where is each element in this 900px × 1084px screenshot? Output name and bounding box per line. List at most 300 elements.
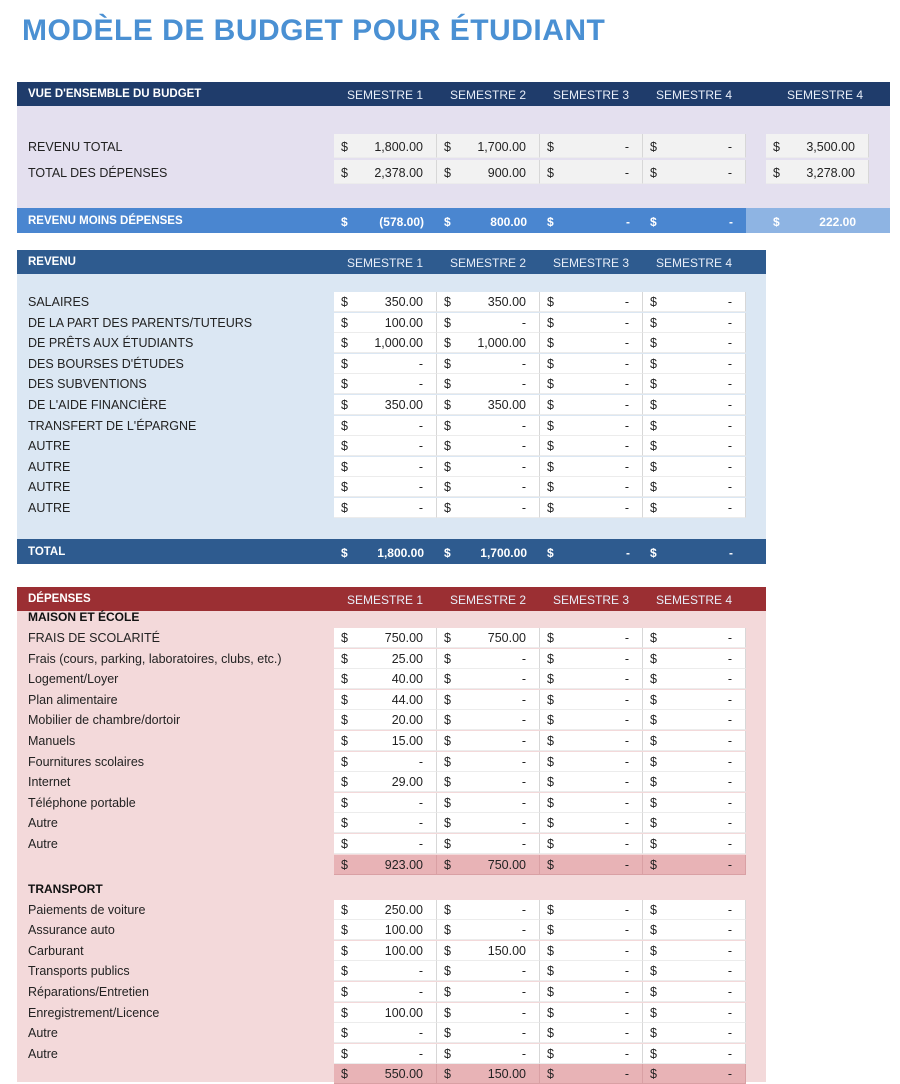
cell-value: - <box>418 816 423 831</box>
cell-value: - <box>727 418 732 433</box>
subtotal-semester-1[interactable] <box>334 855 437 875</box>
semester-1-cell[interactable] <box>334 134 437 158</box>
currency-symbol: $ <box>341 480 348 495</box>
row-label: DE LA PART DES PARENTS/TUTEURS <box>28 315 253 330</box>
semester-1-cell[interactable] <box>334 333 437 353</box>
semester-4-cell[interactable] <box>643 752 746 772</box>
currency-symbol: $ <box>547 923 554 938</box>
currency-symbol: $ <box>444 336 451 351</box>
cell-value: - <box>418 418 423 433</box>
semester-2-cell[interactable] <box>437 669 540 689</box>
semester-2-cell[interactable] <box>437 628 540 648</box>
subtotal-semester-2[interactable] <box>437 1064 540 1084</box>
band-value: - <box>729 546 733 560</box>
semester-2-cell[interactable] <box>437 900 540 920</box>
cell-value: - <box>624 480 629 495</box>
currency-symbol: $ <box>650 651 657 666</box>
cell-value: - <box>727 631 732 645</box>
cell-value: 750.00 <box>384 631 423 645</box>
semester-4-cell[interactable] <box>643 813 746 833</box>
cell-value: - <box>418 985 423 999</box>
cell-value: - <box>624 439 629 454</box>
currency-symbol: $ <box>341 985 348 999</box>
income-row <box>17 374 766 394</box>
cell-value: 3,500.00 <box>806 140 855 154</box>
cell-value: - <box>624 1026 629 1041</box>
semester-2-cell[interactable] <box>437 772 540 792</box>
cell-value: - <box>727 1046 732 1061</box>
income-total-band-label: TOTAL <box>28 546 66 558</box>
semester-2-cell[interactable] <box>437 752 540 772</box>
band-value: - <box>626 215 630 229</box>
semester-1-cell[interactable] <box>334 710 437 730</box>
cell-value: - <box>727 734 732 748</box>
subtotal-semester-3[interactable] <box>540 1064 643 1084</box>
cell-value: 750.00 <box>487 631 526 645</box>
semester-3-cell[interactable] <box>540 457 643 477</box>
semester-3-cell[interactable] <box>540 690 643 710</box>
cell-value: - <box>521 923 526 938</box>
currency-symbol: $ <box>341 215 348 229</box>
semester-4-cell[interactable] <box>643 690 746 710</box>
semester-1-cell[interactable] <box>334 1003 437 1023</box>
semester-3-cell[interactable] <box>540 292 643 312</box>
semester-4-cell[interactable] <box>643 900 746 920</box>
currency-symbol: $ <box>547 459 554 474</box>
cell-value: - <box>727 857 732 872</box>
semester-3-cell[interactable] <box>540 731 643 751</box>
semester-4-cell[interactable] <box>643 1023 746 1043</box>
semester-2-cell[interactable] <box>437 1003 540 1023</box>
currency-symbol: $ <box>650 546 657 560</box>
semester-2-cell[interactable] <box>437 395 540 415</box>
semester-1-cell[interactable] <box>334 628 437 648</box>
semester-1-cell[interactable] <box>334 436 437 456</box>
band-value: 1,700.00 <box>480 546 527 560</box>
income-row <box>17 477 766 497</box>
semester-2-cell[interactable] <box>437 649 540 669</box>
semester-2-cell[interactable] <box>437 333 540 353</box>
semester-1-cell[interactable] <box>334 354 437 374</box>
currency-symbol: $ <box>547 315 554 330</box>
expense-row <box>17 982 766 1002</box>
currency-symbol: $ <box>341 816 348 831</box>
semester-3-cell[interactable] <box>540 477 643 497</box>
semester-1-cell[interactable] <box>334 313 437 333</box>
semester-4-cell[interactable] <box>643 333 746 353</box>
income-row <box>17 354 766 374</box>
semester-3-cell[interactable] <box>540 395 643 415</box>
income-total-band <box>17 539 766 564</box>
cell-value: - <box>624 459 629 474</box>
row-label: Paiements de voiture <box>28 902 146 917</box>
semester-1-cell[interactable] <box>334 374 437 394</box>
cell-value: 150.00 <box>487 943 526 958</box>
semester-2-cell[interactable] <box>437 1044 540 1064</box>
semester-4-cell[interactable] <box>643 354 746 374</box>
semester-4-cell[interactable] <box>643 436 746 456</box>
currency-symbol: $ <box>444 480 451 495</box>
semester-2-cell[interactable] <box>437 457 540 477</box>
currency-symbol: $ <box>341 651 348 666</box>
cell-value: - <box>624 1005 629 1020</box>
semester-3-cell[interactable] <box>540 1003 643 1023</box>
currency-symbol: $ <box>547 215 554 229</box>
currency-symbol: $ <box>341 943 348 958</box>
semester-3-cell[interactable] <box>540 649 643 669</box>
semester-4-cell[interactable] <box>643 920 746 940</box>
income-row <box>17 498 766 518</box>
semester-1-cell[interactable] <box>334 1044 437 1064</box>
currency-symbol: $ <box>650 795 657 810</box>
semester-3-cell[interactable] <box>540 416 643 436</box>
semester-2-cell[interactable] <box>437 961 540 981</box>
currency-symbol: $ <box>444 215 451 229</box>
currency-symbol: $ <box>444 377 451 392</box>
semester-3-cell[interactable] <box>540 710 643 730</box>
semester-2-cell[interactable] <box>437 941 540 961</box>
semester-4-cell[interactable] <box>643 477 746 497</box>
semester-3-cell[interactable] <box>540 498 643 518</box>
semester-3-cell[interactable] <box>540 813 643 833</box>
semester-4-cell[interactable] <box>643 649 746 669</box>
currency-symbol: $ <box>444 459 451 474</box>
expenses-header <box>17 587 766 611</box>
currency-symbol: $ <box>341 295 348 309</box>
currency-symbol: $ <box>444 295 451 309</box>
row-label: TRANSFERT DE L'ÉPARGNE <box>28 418 197 433</box>
currency-symbol: $ <box>444 795 451 810</box>
semester-1-cell[interactable] <box>334 900 437 920</box>
semester-4-cell[interactable] <box>643 941 746 961</box>
currency-symbol: $ <box>341 631 348 645</box>
semester-3-cell[interactable] <box>540 669 643 689</box>
semester-1-cell[interactable] <box>334 920 437 940</box>
cell-value: - <box>727 837 732 851</box>
semester-3-cell[interactable] <box>540 752 643 772</box>
semester-4-cell[interactable] <box>643 834 746 854</box>
currency-symbol: $ <box>547 857 554 872</box>
cell-value: - <box>727 651 732 666</box>
semester-2-cell[interactable] <box>437 313 540 333</box>
row-label: DES BOURSES D'ÉTUDES <box>28 356 184 371</box>
currency-symbol: $ <box>444 672 451 687</box>
currency-symbol: $ <box>444 631 451 645</box>
semester-2-cell[interactable] <box>437 416 540 436</box>
currency-symbol: $ <box>547 1026 554 1041</box>
semester-2-cell[interactable] <box>437 920 540 940</box>
semester-4-cell[interactable] <box>643 313 746 333</box>
semester-3-cell[interactable] <box>540 961 643 981</box>
cell-value: - <box>727 1026 732 1041</box>
cell-value: - <box>624 795 629 810</box>
semester-4-cell[interactable] <box>643 982 746 1002</box>
overview-header-label: VUE D'ENSEMBLE DU BUDGET <box>28 88 202 100</box>
currency-symbol: $ <box>547 295 554 309</box>
cell-value: 44.00 <box>391 692 423 707</box>
semester-3-cell[interactable] <box>540 333 643 353</box>
semester-2-cell[interactable] <box>437 982 540 1002</box>
income-row <box>17 457 766 477</box>
cell-value: - <box>418 480 423 495</box>
net-total-band <box>746 208 890 233</box>
currency-symbol: $ <box>650 439 657 454</box>
semester-2-cell[interactable] <box>437 813 540 833</box>
semester-3-cell[interactable] <box>540 374 643 394</box>
row-label: DE PRÊTS AUX ÉTUDIANTS <box>28 336 194 351</box>
currency-symbol: $ <box>547 651 554 666</box>
semester-3-cell[interactable] <box>540 1023 643 1043</box>
cell-value: 350.00 <box>487 398 526 412</box>
semester-2-cell[interactable] <box>437 354 540 374</box>
semester-3-cell[interactable] <box>540 982 643 1002</box>
cell-value: - <box>624 501 629 515</box>
semester-1-cell[interactable] <box>334 669 437 689</box>
semester-2-cell[interactable] <box>437 834 540 854</box>
semester-1-cell[interactable] <box>334 941 437 961</box>
semester-4-cell[interactable] <box>643 1003 746 1023</box>
row-label: TOTAL DES DÉPENSES <box>28 166 168 180</box>
subtotal-semester-4[interactable] <box>643 1064 746 1084</box>
currency-symbol: $ <box>547 336 554 351</box>
income-row <box>17 436 766 456</box>
semester-1-cell[interactable] <box>334 395 437 415</box>
semester-2-cell[interactable] <box>437 436 540 456</box>
total-cell[interactable] <box>766 160 869 184</box>
cell-value: - <box>418 459 423 474</box>
semester-1-cell[interactable] <box>334 793 437 813</box>
income-total-band-semester-4 <box>643 539 746 564</box>
row-label: AUTRE <box>28 480 71 495</box>
currency-symbol: $ <box>650 501 657 515</box>
currency-symbol: $ <box>650 964 657 979</box>
semester-3-cell[interactable] <box>540 354 643 374</box>
semester-3-cell[interactable] <box>540 900 643 920</box>
currency-symbol: $ <box>547 1067 554 1082</box>
semester-2-cell[interactable] <box>437 498 540 518</box>
subtotal-semester-2[interactable] <box>437 855 540 875</box>
semester-1-cell[interactable] <box>334 772 437 792</box>
currency-symbol: $ <box>547 943 554 958</box>
currency-symbol: $ <box>341 501 348 515</box>
row-label: Autre <box>28 816 58 831</box>
expense-row <box>17 920 766 940</box>
semester-4-cell[interactable] <box>643 793 746 813</box>
semester-4-cell[interactable] <box>643 731 746 751</box>
semester-4-cell[interactable] <box>643 160 746 184</box>
currency-symbol: $ <box>341 1067 348 1082</box>
cell-value: - <box>727 964 732 979</box>
semester-2-cell[interactable] <box>437 374 540 394</box>
semester-2-cell[interactable] <box>437 477 540 497</box>
semester-2-cell[interactable] <box>437 292 540 312</box>
semester-2-cell[interactable] <box>437 134 540 158</box>
total-cell[interactable] <box>766 134 869 158</box>
currency-symbol: $ <box>547 140 554 154</box>
semester-1-cell[interactable] <box>334 1023 437 1043</box>
currency-symbol: $ <box>650 672 657 687</box>
income-total-band-semester-2 <box>437 539 540 564</box>
semester-1-cell[interactable] <box>334 982 437 1002</box>
cell-value: - <box>624 1046 629 1061</box>
row-label: FRAIS DE SCOLARITÉ <box>28 631 160 645</box>
expenses-header-semester-3: SEMESTRE 3 <box>552 593 630 607</box>
currency-symbol: $ <box>444 166 451 180</box>
semester-2-cell[interactable] <box>437 793 540 813</box>
overview-total-header: SEMESTRE 4 <box>786 88 864 102</box>
cell-value: - <box>727 480 732 495</box>
row-label: Autre <box>28 837 58 851</box>
cell-value: - <box>727 501 732 515</box>
expense-row <box>17 793 766 813</box>
semester-4-cell[interactable] <box>643 457 746 477</box>
semester-4-cell[interactable] <box>643 498 746 518</box>
currency-symbol: $ <box>650 140 657 154</box>
currency-symbol: $ <box>444 943 451 958</box>
semester-1-cell[interactable] <box>334 834 437 854</box>
cell-value: - <box>521 672 526 687</box>
currency-symbol: $ <box>650 943 657 958</box>
cell-value: - <box>727 398 732 412</box>
semester-2-cell[interactable] <box>437 160 540 184</box>
row-label: AUTRE <box>28 439 71 454</box>
semester-3-cell[interactable] <box>540 793 643 813</box>
income-header <box>17 250 766 274</box>
expense-row <box>17 1003 766 1023</box>
band-value: 800.00 <box>490 215 527 229</box>
semester-2-cell[interactable] <box>437 710 540 730</box>
semester-3-cell[interactable] <box>540 941 643 961</box>
expense-row <box>17 731 766 751</box>
cell-value: - <box>727 315 732 330</box>
semester-4-cell[interactable] <box>643 628 746 648</box>
expense-row <box>17 752 766 772</box>
currency-symbol: $ <box>341 336 348 351</box>
currency-symbol: $ <box>650 398 657 412</box>
income-header-label: REVENU <box>28 256 76 268</box>
expense-row <box>17 900 766 920</box>
semester-1-cell[interactable] <box>334 477 437 497</box>
currency-symbol: $ <box>444 546 451 560</box>
semester-3-cell[interactable] <box>540 628 643 648</box>
income-row <box>17 333 766 353</box>
overview-semester-3: SEMESTRE 3 <box>552 88 630 102</box>
currency-symbol: $ <box>341 1005 348 1020</box>
cell-value: - <box>727 1067 732 1082</box>
currency-symbol: $ <box>650 1026 657 1041</box>
semester-1-cell[interactable] <box>334 813 437 833</box>
semester-1-cell[interactable] <box>334 292 437 312</box>
cell-value: - <box>624 140 629 154</box>
overview-semester-2: SEMESTRE 2 <box>449 88 527 102</box>
row-label: Fournitures scolaires <box>28 754 145 769</box>
currency-symbol: $ <box>341 1026 348 1041</box>
semester-1-cell[interactable] <box>334 457 437 477</box>
semester-1-cell[interactable] <box>334 416 437 436</box>
currency-symbol: $ <box>341 795 348 810</box>
semester-4-cell[interactable] <box>643 710 746 730</box>
semester-4-cell[interactable] <box>643 416 746 436</box>
semester-3-cell[interactable] <box>540 160 643 184</box>
semester-3-cell[interactable] <box>540 134 643 158</box>
semester-3-cell[interactable] <box>540 772 643 792</box>
semester-1-cell[interactable] <box>334 752 437 772</box>
income-header-semester-4: SEMESTRE 4 <box>655 256 733 270</box>
semester-1-cell[interactable] <box>334 498 437 518</box>
currency-symbol: $ <box>341 692 348 707</box>
currency-symbol: $ <box>341 837 348 851</box>
cell-value: - <box>418 964 423 979</box>
cell-value: - <box>521 816 526 831</box>
cell-value: 250.00 <box>384 902 423 917</box>
currency-symbol: $ <box>444 1026 451 1041</box>
currency-symbol: $ <box>547 795 554 810</box>
subtotal-semester-4[interactable] <box>643 855 746 875</box>
currency-symbol: $ <box>547 480 554 495</box>
currency-symbol: $ <box>650 1005 657 1020</box>
semester-4-cell[interactable] <box>643 374 746 394</box>
income-total-band-semester-1 <box>334 539 437 564</box>
currency-symbol: $ <box>547 754 554 769</box>
currency-symbol: $ <box>341 377 348 392</box>
semester-1-cell[interactable] <box>334 731 437 751</box>
expense-row <box>17 941 766 961</box>
cell-value: - <box>624 816 629 831</box>
currency-symbol: $ <box>341 857 348 872</box>
cell-value: - <box>624 943 629 958</box>
semester-4-cell[interactable] <box>643 395 746 415</box>
semester-2-cell[interactable] <box>437 1023 540 1043</box>
semester-2-cell[interactable] <box>437 690 540 710</box>
band-value: - <box>729 215 733 229</box>
semester-4-cell[interactable] <box>643 961 746 981</box>
currency-symbol: $ <box>341 775 348 790</box>
semester-4-cell[interactable] <box>643 772 746 792</box>
semester-4-cell[interactable] <box>643 134 746 158</box>
cell-value: 2,378.00 <box>374 166 423 180</box>
cell-value: - <box>521 775 526 790</box>
semester-1-cell[interactable] <box>334 961 437 981</box>
row-label: Transports publics <box>28 964 130 979</box>
cell-value: - <box>624 398 629 412</box>
currency-symbol: $ <box>650 713 657 728</box>
semester-4-cell[interactable] <box>643 669 746 689</box>
expense-row <box>17 1023 766 1043</box>
subtotal-semester-1[interactable] <box>334 1064 437 1084</box>
semester-1-cell[interactable] <box>334 690 437 710</box>
subtotal-semester-3[interactable] <box>540 855 643 875</box>
cell-value: 100.00 <box>384 923 423 938</box>
semester-4-cell[interactable] <box>643 1044 746 1064</box>
cell-value: 900.00 <box>487 166 526 180</box>
page-title: MODÈLE DE BUDGET POUR ÉTUDIANT <box>22 14 606 47</box>
currency-symbol: $ <box>444 1005 451 1020</box>
semester-3-cell[interactable] <box>540 834 643 854</box>
semester-2-cell[interactable] <box>437 731 540 751</box>
semester-3-cell[interactable] <box>540 920 643 940</box>
semester-3-cell[interactable] <box>540 436 643 456</box>
semester-1-cell[interactable] <box>334 649 437 669</box>
cell-value: - <box>521 902 526 917</box>
semester-3-cell[interactable] <box>540 1044 643 1064</box>
row-label: Autre <box>28 1026 58 1041</box>
cell-value: 150.00 <box>487 1067 526 1082</box>
semester-4-cell[interactable] <box>643 292 746 312</box>
semester-1-cell[interactable] <box>334 160 437 184</box>
row-label: Enregistrement/Licence <box>28 1005 160 1020</box>
semester-3-cell[interactable] <box>540 313 643 333</box>
currency-symbol: $ <box>341 1046 348 1061</box>
